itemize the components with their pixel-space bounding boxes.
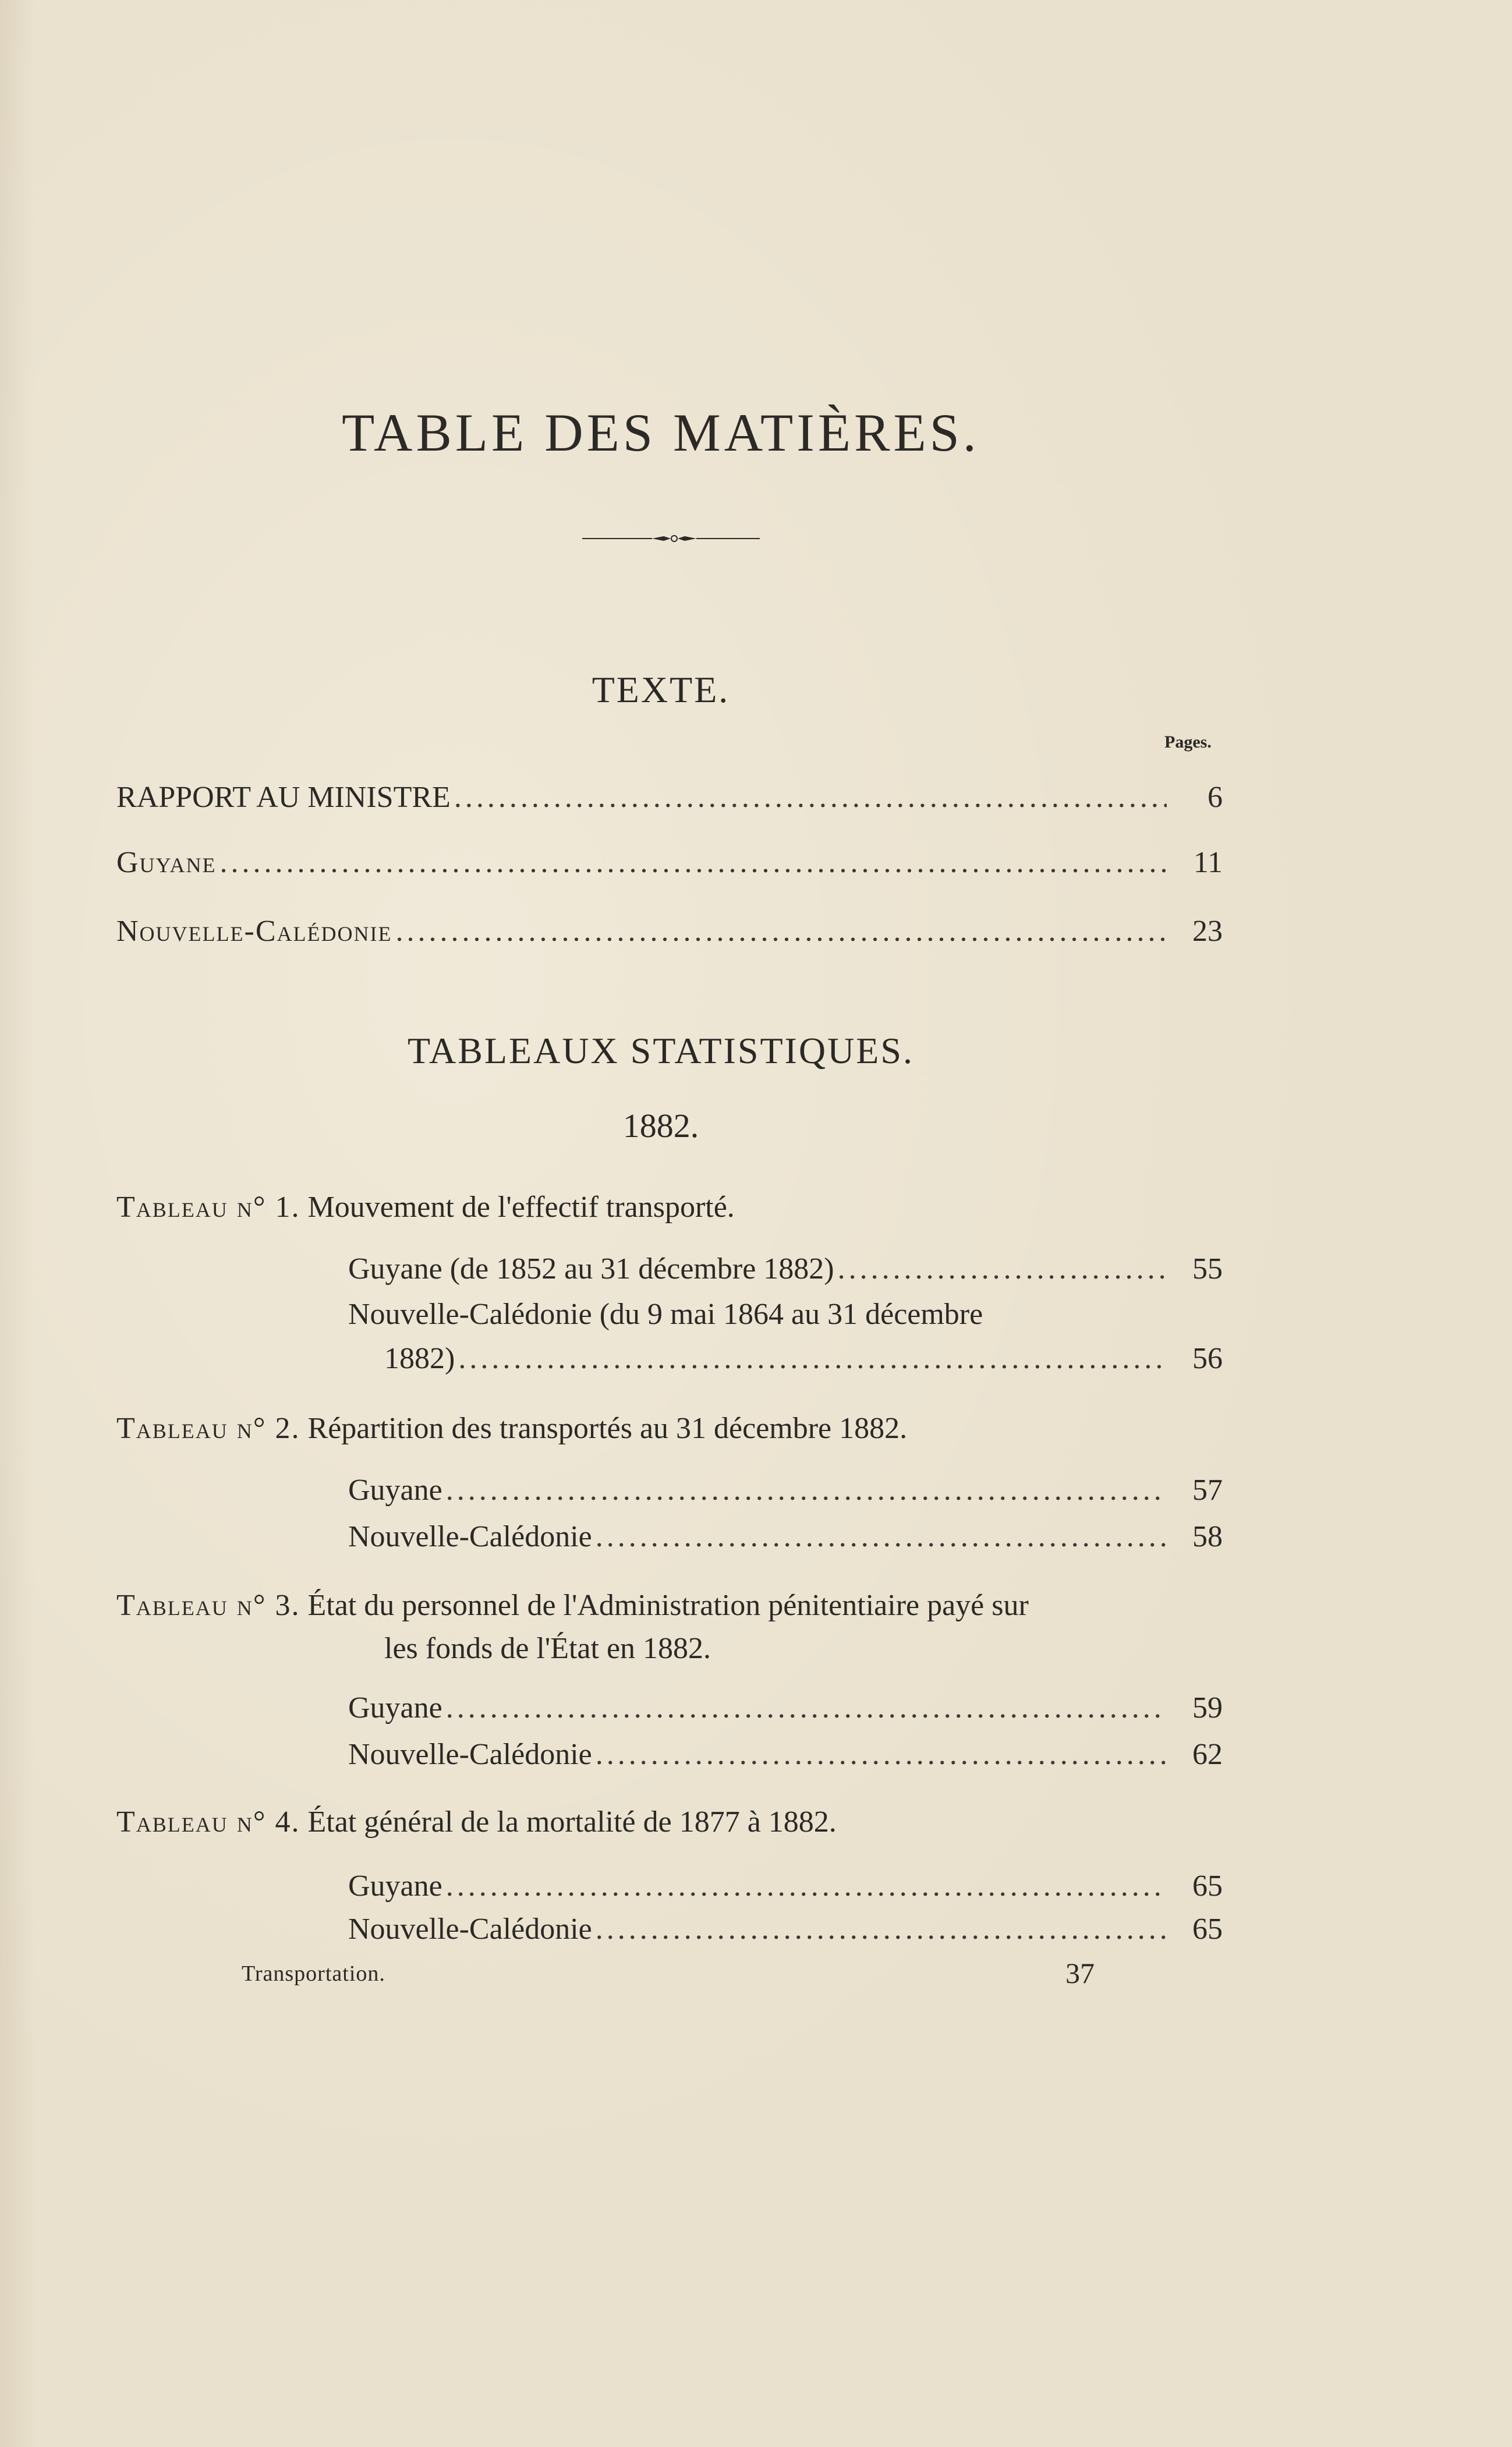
tableau-label: Tableau n° 1. (116, 1191, 300, 1224)
toc-entry-label: 1882) (384, 1342, 455, 1375)
toc-entry-page: 11 (1193, 846, 1223, 879)
toc-entry-page: 65 (1192, 1913, 1223, 1946)
leader-dots (446, 1691, 1167, 1725)
toc-entry-label: Guyane (348, 1691, 442, 1724)
leader-dots (395, 914, 1167, 948)
tableau-title: Répartition des transportés au 31 décembre 1882. (307, 1412, 908, 1445)
toc-entry-page: 62 (1192, 1738, 1223, 1771)
tableau-3-heading (116, 1588, 1029, 1623)
tableau-1-entry-guyane[interactable] (348, 1252, 1223, 1286)
toc-entry-page: 59 (1192, 1691, 1223, 1724)
leader-dots (446, 1869, 1167, 1903)
tableau-2-entry-guyane[interactable] (348, 1473, 1223, 1507)
toc-entry-page: 57 (1192, 1474, 1223, 1507)
toc-entry-label: Guyane (348, 1869, 442, 1903)
leader-dots (596, 1912, 1167, 1946)
tableau-title: Mouvement de l'effectif transporté. (307, 1191, 735, 1224)
toc-entry-page: 58 (1192, 1520, 1223, 1553)
sheet-number: 37 (1065, 1957, 1095, 1989)
toc-entry-page: 55 (1192, 1252, 1223, 1286)
toc-entry-page: 65 (1192, 1869, 1223, 1903)
tableau-1-heading (116, 1190, 735, 1224)
tableau-3-title-line2: les fonds de l'État en 1882. (384, 1632, 711, 1665)
toc-entry-page: 56 (1192, 1342, 1223, 1375)
toc-entry-label: Guyane (de 1852 au 31 décembre 1882) (348, 1252, 834, 1286)
toc-entry-page: 6 (1208, 781, 1223, 814)
tableau-4-entry-guyane[interactable] (348, 1869, 1223, 1903)
tableau-label: Tableau n° 3. (116, 1589, 300, 1622)
page-title: TABLE DES MATIÈRES. (342, 403, 980, 462)
leader-dots (454, 780, 1167, 815)
toc-entry-nouvelle-caledonie[interactable] (116, 914, 1223, 948)
section-year: 1882. (622, 1107, 699, 1145)
tableau-2-entry-nouvelle-caledonie[interactable] (348, 1520, 1223, 1554)
tableau-4-entry-nouvelle-caledonie[interactable] (348, 1912, 1223, 1946)
toc-entry-guyane[interactable] (116, 845, 1223, 880)
leader-dots (596, 1737, 1167, 1772)
toc-entry-label: RAPPORT AU MINISTRE (116, 781, 451, 814)
section-heading-texte: TEXTE. (592, 669, 730, 710)
tableau-label: Tableau n° 4. (116, 1805, 300, 1839)
toc-entry-page: 23 (1192, 915, 1223, 948)
tableau-title: État du personnel de l'Administration pénitentiaire payé sur (307, 1589, 1029, 1622)
signature-mark: Transportation. (242, 1961, 385, 1986)
leader-dots (458, 1341, 1167, 1376)
ornament-divider (582, 533, 760, 544)
toc-entry-label: Nouvelle-Calédonie (348, 1520, 592, 1553)
tableau-1-entry-nc-line1: Nouvelle-Calédonie (du 9 mai 1864 au 31 décembre (348, 1298, 983, 1331)
tableau-3-entry-guyane[interactable] (348, 1691, 1223, 1725)
tableau-1-entry-nouvelle-caledonie[interactable] (384, 1341, 1223, 1376)
tableau-3-entry-nouvelle-caledonie[interactable] (348, 1737, 1223, 1772)
toc-entry-label: Guyane (116, 846, 217, 879)
leader-dots (446, 1473, 1167, 1507)
leader-dots (596, 1520, 1167, 1554)
toc-entry-label: Nouvelle-Calédonie (116, 915, 392, 948)
tableau-2-heading (116, 1411, 907, 1446)
tableau-title: État général de la mortalité de 1877 à 1882. (307, 1805, 837, 1839)
toc-entry-label: Nouvelle-Calédonie (348, 1738, 592, 1771)
section-heading-tableaux: TABLEAUX STATISTIQUES. (408, 1030, 914, 1071)
toc-entry-label: Guyane (348, 1474, 442, 1507)
tableau-4-heading (116, 1805, 837, 1839)
pages-column-label: Pages. (1164, 732, 1212, 752)
toc-entry-label: Nouvelle-Calédonie (348, 1913, 592, 1946)
tableau-label: Tableau n° 2. (116, 1412, 300, 1445)
toc-entry-rapport[interactable] (116, 780, 1223, 815)
leader-dots (838, 1252, 1167, 1286)
leader-dots (220, 845, 1167, 880)
